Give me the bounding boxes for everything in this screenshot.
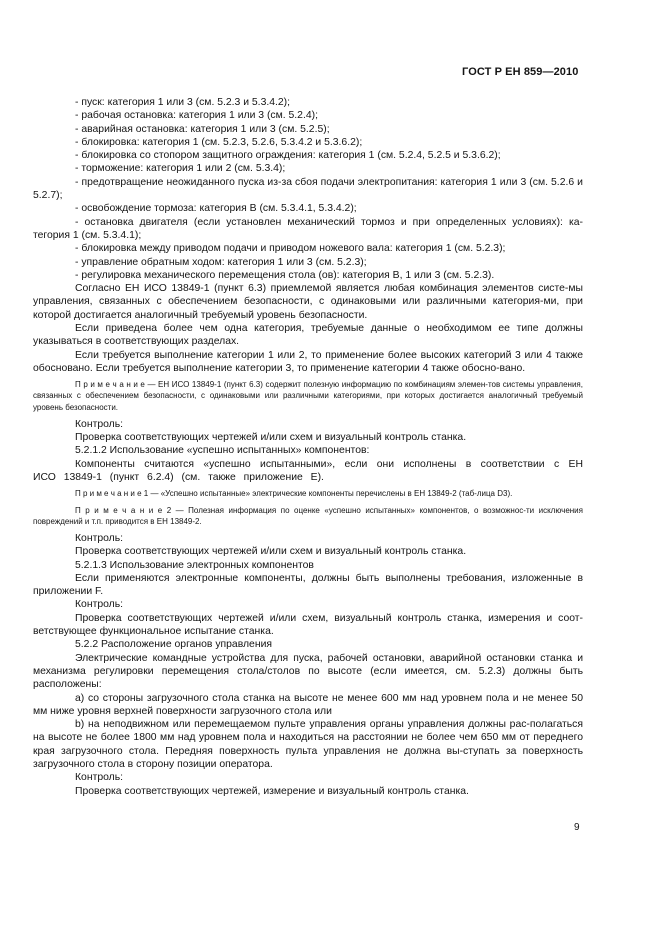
paragraph-higher-categories: Если требуется выполнение категории 1 или 2, то применение более высоких категорий 3 или 4 также обосновано. Если требуется выполнение категории 3, то применение категории 4 также обосно-вано. [33,349,583,374]
document-body [33,96,583,798]
list-item: - пуск: категория 1 или 3 (см. 5.2.3 и 5.3.4.2); [75,97,291,108]
note-text: — ЕН ИСО 13849-1 (пункт 6.3) содержит полезную информацию по комбинациям элемен-тов системы управления, связанных с обеспечением безопасности, с одинаковыми или различными категориями, при которых достигается аналогичный требуемый уровень безопасности. [33,380,583,412]
standard-header: ГОСТ Р ЕН 859—2010 [462,66,579,78]
note-2 [33,505,583,527]
paragraph-multiple-categories: Если приведена более чем одна категория, требуемые данные о необходимом ее типе должны указываться в соответствующих разделах. [33,323,583,348]
list-item: - остановка двигателя (если установлен механический тормоз и при определенных условиях): ка-тегория 1 (см. 5.3.4.1); [33,216,583,241]
control-label: Контроль: [75,532,124,544]
list-item: - освобождение тормоза: категория В (см. 5.3.4.1, 5.3.4.2); [75,203,357,215]
control-label: Контроль: [75,772,124,784]
list-item: - предотвращение неожиданного пуска из-за сбоя подачи электропитания: категория 1 или 3 (см. 5.2.6 и 5.2.7); [33,176,583,202]
control-check: Проверка соответствующих чертежей и/или схем, визуальный контроль станка, измерения и соот-ветствующее функциональное испытание станка. [33,612,583,638]
paragraph-tested-components: Компоненты считаются «успешно испытанными», если они исполнены в соответствии с ЕН ИСО 13849-1 (пункт 6.2.4) (см. также приложение Е). [33,458,583,484]
control-check: Проверка соответствующих чертежей и/или схем и визуальный контроль станка. [75,546,467,558]
note-text: 1 — «Успешно испытанные» электрические компоненты перечислены в ЕН 13849-2 (таб-лица D3). [141,489,513,499]
paragraph-command-devices: Электрические командные устройства для пуска, рабочей остановки, аварийной остановки станка и механизма регулировки перемещения стола/столов по высоте (если имеется, см. 5.2.3) должны быть расположены: [33,652,583,691]
section-heading-5-2-1-2: 5.2.1.2 Использование «успешно испытанных» компонентов: [75,445,370,457]
list-item: - торможение: категория 1 или 2 (см. 5.3.4); [75,163,286,175]
control-label: Контроль: [75,599,124,611]
paragraph-electronic-components: Если применяются электронные компоненты, должны быть выполнены требования, изложенные в приложении F. [33,572,583,598]
list-item: - регулировка механического перемещения стола (ов): категория В, 1 или 3 (см. 5.2.3). [75,269,495,281]
note-1 [33,488,583,499]
note-iso [33,379,583,413]
note-label: П р и м е ч а н и е [75,489,142,499]
list-item: - аварийная остановка: категория 1 или 3 (см. 5.2.5); [75,123,330,135]
note-text: 2 — Полезная информация по оценке «успешно испытанных» компонентов, о возможнос-ти исключения повреждений и т.п. приводится в ЕН 13849-2. [33,505,583,526]
item-a: a) со стороны загрузочного стола станка на высоте не менее 600 мм над уровнем пола и не менее 50 мм ниже уровня верхней поверхности загрузочного стола или [33,692,583,717]
item-b: b) на неподвижном или перемещаемом пульте управления органы управления должны рас-полагаться на высоте не более 1800 мм над уровнем пола и находиться на расстоянии не более чем 650 мм от переднего края загрузочного стола. Передняя поверхность пульта управления не должна вы-ступать за поверхность загрузочного стола в сторону позиции оператора. [33,719,583,770]
control-check: Проверка соответствующих чертежей, измерение и визуальный контроль станка. [75,785,469,797]
section-heading-5-2-2: 5.2.2 Расположение органов управления [75,639,273,651]
list-item: - рабочая остановка: категория 1 или 3 (см. 5.2.4); [75,110,318,122]
list-item: - блокировка: категория 1 (см. 5.2.3, 5.2.6, 5.3.4.2 и 5.3.6.2); [75,136,363,148]
note-label: П р и м е ч а н и е [75,505,163,515]
page-number: 9 [574,822,580,833]
category-list [33,96,583,282]
control-label: Контроль: [75,418,124,430]
note-label: П р и м е ч а н и е [75,380,145,390]
section-heading-5-2-1-3: 5.2.1.3 Использование электронных компонентов [75,559,314,571]
list-item: - блокировка между приводом подачи и приводом ножевого вала: категория 1 (см. 5.2.3); [75,243,506,255]
paragraph-iso-combination: Согласно ЕН ИСО 13849-1 (пункт 6.3) приемлемой является любая комбинация элементов систе-мы управления, связанных с обеспечением безопасности, с одинаковыми или различными категория-ми, при которой достигается аналогичный требуемый уровень безопасности. [33,283,583,321]
list-item: - блокировка со стопором защитного ограждения: категория 1 (см. 5.2.4, 5.2.5 и 5.3.6.2); [75,150,501,162]
list-item: - управление обратным ходом: категория 1 или 3 (см. 5.2.3); [75,256,367,268]
control-check: Проверка соответствующих чертежей и/или схем и визуальный контроль станка. [75,432,467,444]
